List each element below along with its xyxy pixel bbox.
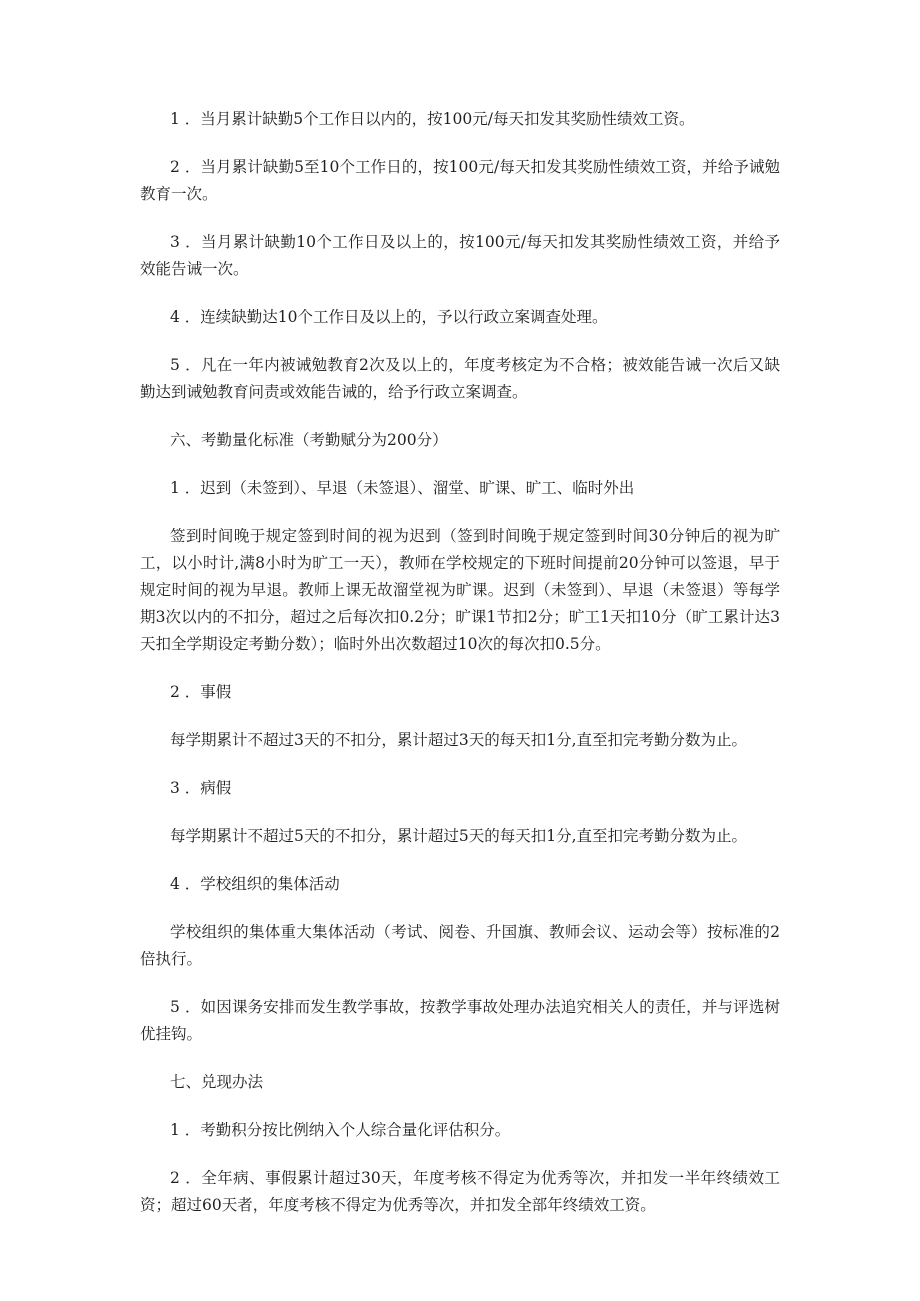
paragraph: 每学期累计不超过5天的不扣分，累计超过5天的每天扣1分,直至扣完考勤分数为止。 — [170, 827, 748, 845]
paragraph: 5 ．如因课务安排而发生教学事故，按教学事故处理办法追究相关人的责任，并与评选树优挂钩。 — [140, 998, 780, 1043]
paragraph: 1 ．迟到（未签到）、早退（未签退）、溜堂、旷课、旷工、临时外出 — [170, 479, 635, 497]
paragraph: 3 ．当月累计缺勤10个工作日及以上的，按100元/每天扣发其奖励性绩效工资，并给予效能告诫一次。 — [140, 233, 780, 278]
paragraph: 学校组织的集体重大集体活动（考试、阅卷、升国旗、教师会议、运动会等）按标准的2倍执行。 — [140, 923, 780, 968]
paragraph: 1 ．当月累计缺勤5个工作日以内的，按100元/每天扣发其奖励性绩效工资。 — [170, 110, 695, 128]
paragraph: 每学期累计不超过3天的不扣分，累计超过3天的每天扣1分,直至扣完考勤分数为止。 — [170, 731, 748, 749]
paragraph: 1 ．考勤积分按比例纳入个人综合量化评估积分。 — [170, 1121, 511, 1139]
paragraph: 签到时间晚于规定签到时间的视为迟到（签到时间晚于规定签到时间30分钟后的视为旷工，以小时计,满8小时为旷工一天），教师在学校规定的下班时间提前20分钟可以签退，早于规定时间的视为早退。教师上课无故溜堂视为旷课。迟到（未签到）、早退（未签退）等每学期3次以内的不扣分，超过之后每次扣0.2分；旷课1节扣2分；旷工1天扣10分（旷工累计达3天扣全学期设定考勤分数）；临时外出次数超过10次的每次扣0.5分。 — [140, 527, 780, 653]
paragraph: 5 ．凡在一年内被诫勉教育2次及以上的，年度考核定为不合格；被效能告诫一次后又缺勤达到诫勉教育问责或效能告诫的，给予行政立案调查。 — [140, 356, 780, 401]
paragraph: 4 ．学校组织的集体活动 — [170, 875, 340, 893]
section-heading: 七、兑现办法 — [170, 1073, 264, 1091]
paragraph: 3 ．病假 — [170, 779, 232, 797]
paragraph: 2 ．当月累计缺勤5至10个工作日的，按100元/每天扣发其奖励性绩效工资，并给予诫勉教育一次。 — [140, 158, 780, 203]
section-heading: 六、考勤量化标准（考勤赋分为200分） — [170, 431, 448, 449]
paragraph: 2 ．事假 — [170, 683, 232, 701]
paragraph: 4 ．连续缺勤达10个工作日及以上的，予以行政立案调查处理。 — [170, 308, 608, 326]
paragraph: 2 ．全年病、事假累计超过30天，年度考核不得定为优秀等次，并扣发一半年终绩效工资；超过60天者，年度考核不得定为优秀等次，并扣发全部年终绩效工资。 — [140, 1169, 780, 1214]
